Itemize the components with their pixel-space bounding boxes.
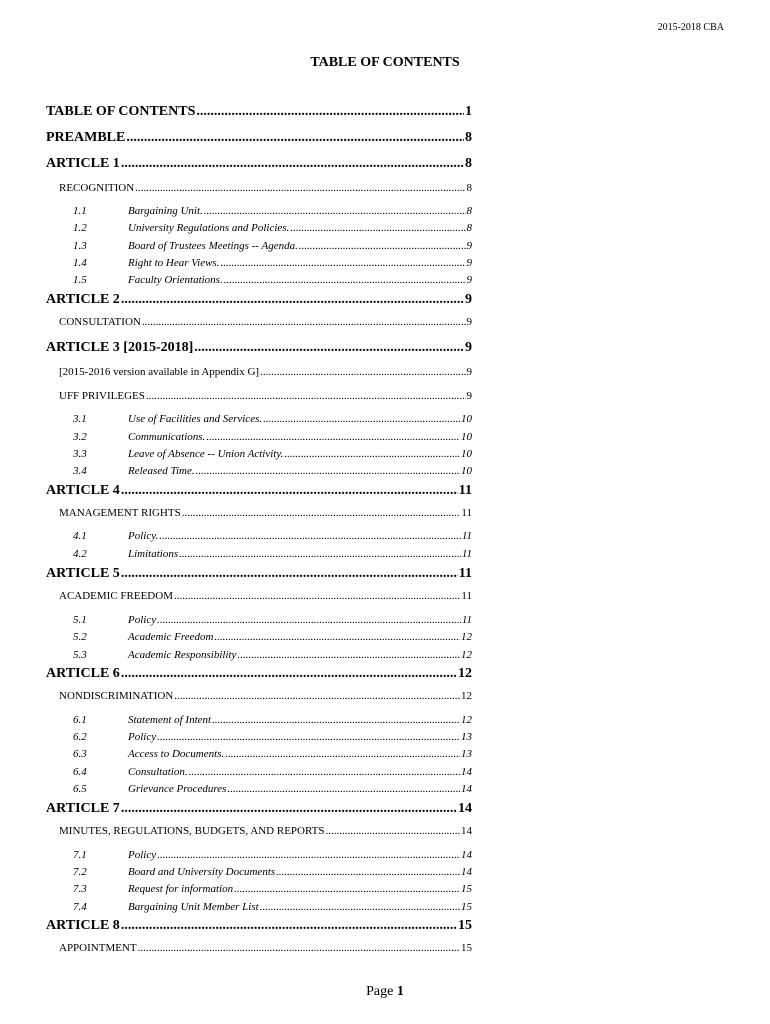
toc-dot-leader: [260, 366, 465, 378]
toc-subsection-entry[interactable]: [73, 413, 472, 425]
toc-entry-label: MINUTES, REGULATIONS, BUDGETS, AND REPORTS: [59, 825, 325, 837]
toc-entry-page: 15: [461, 901, 472, 913]
toc-article-entry[interactable]: [46, 104, 472, 120]
toc-entry-label: 1.1 Bargaining Unit.: [73, 205, 203, 217]
toc-entry-label: PREAMBLE: [46, 130, 126, 145]
toc-entry-page: 11: [461, 507, 472, 519]
toc-entry-number: 1.2: [73, 222, 87, 234]
toc-entry-number: 6.2: [73, 731, 87, 743]
toc-dot-leader: [299, 240, 466, 252]
toc-entry-label: 6.3 Access to Documents.: [73, 748, 225, 760]
toc-subsection-entry[interactable]: [73, 548, 472, 560]
toc-entry-page: 10: [461, 431, 472, 443]
toc-entry-label: 7.3 Request for information: [73, 883, 234, 895]
toc-entry-page: 12: [461, 714, 472, 726]
toc-subsection-entry[interactable]: [73, 866, 472, 878]
toc-dot-leader: [196, 465, 460, 477]
toc-entry-label: ARTICLE 3 [2015-2018]: [46, 340, 194, 355]
toc-entry-label: MANAGEMENT RIGHTS: [59, 507, 181, 519]
toc-section-entry[interactable]: [59, 390, 472, 402]
toc-subsection-entry[interactable]: [73, 274, 472, 286]
toc-entry-label: 1.5 Faculty Orientations.: [73, 274, 223, 286]
toc-entry-label: TABLE OF CONTENTS: [46, 104, 196, 119]
toc-entry-page: 9: [465, 292, 472, 307]
toc-dot-leader: [290, 222, 465, 234]
toc-entry-label: ARTICLE 8: [46, 918, 120, 933]
toc-entry-page: 10: [461, 465, 472, 477]
toc-dot-leader: [121, 666, 457, 682]
toc-entry-label: 7.2 Board and University Documents: [73, 866, 276, 878]
toc-entry-page: 9: [466, 390, 472, 402]
toc-dot-leader: [189, 766, 460, 778]
toc-entry-page: 9: [466, 366, 472, 378]
toc-entry-label: ARTICLE 2: [46, 292, 120, 307]
toc-subsection-entry[interactable]: [73, 849, 472, 861]
toc-dot-leader: [284, 448, 460, 460]
toc-entry-page: 12: [461, 690, 472, 702]
toc-section-entry[interactable]: [59, 590, 472, 602]
toc-subsection-entry[interactable]: [73, 205, 472, 217]
toc-entry-label: CONSULTATION: [59, 316, 141, 328]
toc-dot-leader: [234, 883, 460, 895]
toc-entry-number: 6.4: [73, 766, 87, 778]
toc-entry-label: 5.2 Academic Freedom: [73, 631, 214, 643]
toc-subsection-entry[interactable]: [73, 766, 472, 778]
toc-subsection-entry[interactable]: [73, 901, 472, 913]
toc-dot-leader: [263, 413, 460, 425]
toc-entry-page: 14: [461, 766, 472, 778]
page-number: 1: [396, 984, 404, 999]
toc-article-entry[interactable]: [46, 566, 472, 582]
toc-dot-leader: [121, 292, 464, 308]
toc-entry-label: ARTICLE 5: [46, 566, 120, 581]
toc-subsection-entry[interactable]: [73, 748, 472, 760]
toc-entry-page: 13: [461, 748, 472, 760]
toc-entry-label: 1.2 University Regulations and Policies.: [73, 222, 290, 234]
toc-entry-page: 12: [458, 666, 472, 681]
toc-section-entry[interactable]: [59, 366, 472, 378]
toc-dot-leader: [142, 316, 466, 328]
toc-entry-number: 3.2: [73, 431, 87, 443]
toc-entry-page: 9: [465, 340, 472, 355]
toc-dot-leader: [182, 507, 461, 519]
toc-entry-number: 3.3: [73, 448, 87, 460]
toc-subsection-entry[interactable]: [73, 614, 472, 626]
toc-dot-leader: [214, 631, 460, 643]
toc-entry-label: 4.2 Limitations: [73, 548, 179, 560]
toc-entry-label: [2015-2016 version available in Appendix G]: [59, 366, 260, 378]
toc-dot-leader: [194, 340, 464, 356]
document-header: 2015-2018 CBA: [657, 22, 724, 33]
toc-entry-page: 11: [461, 530, 472, 542]
toc-article-entry[interactable]: [46, 801, 472, 817]
toc-entry-number: 3.1: [73, 413, 87, 425]
toc-entry-number: 1.4: [73, 257, 87, 269]
toc-entry-number: 4.1: [73, 530, 87, 542]
toc-entry-number: 4.2: [73, 548, 87, 560]
toc-entry-label: 6.5 Grievance Procedures: [73, 783, 227, 795]
toc-entry-number: 5.3: [73, 649, 87, 661]
toc-entry-number: 7.4: [73, 901, 87, 913]
toc-dot-leader: [157, 614, 461, 626]
toc-entry-label: ACADEMIC FREEDOM: [59, 590, 173, 602]
toc-article-entry[interactable]: [46, 918, 472, 934]
toc-article-entry[interactable]: [46, 130, 472, 146]
toc-dot-leader: [159, 530, 461, 542]
toc-subsection-entry[interactable]: [73, 631, 472, 643]
toc-entry-page: 15: [458, 918, 472, 933]
toc-article-entry[interactable]: [46, 340, 472, 356]
toc-entry-page: 1: [465, 104, 472, 119]
toc-entry-label: 6.2 Policy: [73, 731, 157, 743]
toc-entry-label: ARTICLE 6: [46, 666, 120, 681]
toc-entry-page: 8: [466, 182, 472, 194]
toc-entry-page: 11: [461, 548, 472, 560]
toc-dot-leader: [206, 431, 460, 443]
toc-entry-page: 8: [466, 222, 472, 234]
toc-section-entry[interactable]: [59, 690, 472, 702]
toc-dot-leader: [138, 942, 460, 954]
toc-entry-page: 12: [461, 631, 472, 643]
toc-dot-leader: [227, 783, 460, 795]
toc-entry-page: 11: [461, 590, 472, 602]
toc-entry-label: ARTICLE 1: [46, 156, 120, 171]
toc-subsection-entry[interactable]: [73, 731, 472, 743]
toc-entry-page: 14: [458, 801, 472, 816]
page-label: Page: [366, 984, 394, 999]
toc-entry-label: UFF PRIVILEGES: [59, 390, 145, 402]
toc-entry-number: 7.3: [73, 883, 87, 895]
toc-subsection-entry[interactable]: [73, 431, 472, 443]
toc-entry-page: 15: [461, 883, 472, 895]
toc-dot-leader: [121, 801, 457, 817]
toc-dot-leader: [146, 390, 466, 402]
toc-entry-page: 8: [465, 130, 472, 145]
toc-dot-leader: [326, 825, 461, 837]
toc-entry-page: 10: [461, 448, 472, 460]
toc-dot-leader: [157, 849, 460, 861]
toc-entry-page: 9: [466, 316, 472, 328]
toc-subsection-entry[interactable]: [73, 530, 472, 542]
toc-dot-leader: [174, 690, 460, 702]
toc-entry-page: 14: [461, 849, 472, 861]
toc-dot-leader: [260, 901, 460, 913]
toc-entry-label: RECOGNITION: [59, 182, 135, 194]
toc-entry-label: 3.1 Use of Facilities and Services.: [73, 413, 263, 425]
toc-dot-leader: [179, 548, 461, 560]
toc-entry-label: 3.3 Leave of Absence -- Union Activity.: [73, 448, 284, 460]
toc-dot-leader: [196, 104, 464, 120]
toc-dot-leader: [276, 866, 460, 878]
toc-entry-page: 13: [461, 731, 472, 743]
toc-section-entry[interactable]: [59, 507, 472, 519]
toc-entry-number: 1.5: [73, 274, 87, 286]
toc-dot-leader: [135, 182, 465, 194]
toc-entry-number: 6.3: [73, 748, 87, 760]
toc-entry-page: 11: [461, 614, 472, 626]
toc-subsection-entry[interactable]: [73, 448, 472, 460]
toc-entry-label: ARTICLE 4: [46, 483, 120, 498]
toc-entry-number: 3.4: [73, 465, 87, 477]
toc-entry-page: 10: [461, 413, 472, 425]
toc-entry-label: 7.1 Policy: [73, 849, 157, 861]
toc-dot-leader: [126, 130, 464, 146]
toc-entry-page: 11: [458, 483, 472, 498]
toc-entry-label: 6.1 Statement of Intent: [73, 714, 212, 726]
toc-subsection-entry[interactable]: [73, 257, 472, 269]
toc-dot-leader: [212, 714, 460, 726]
toc-entry-number: 1.3: [73, 240, 87, 252]
toc-entry-number: 6.1: [73, 714, 87, 726]
toc-dot-leader: [157, 731, 460, 743]
toc-entry-number: 7.1: [73, 849, 87, 861]
toc-entry-number: 7.2: [73, 866, 87, 878]
toc-dot-leader: [225, 748, 460, 760]
toc-dot-leader: [121, 566, 458, 582]
toc-section-entry[interactable]: [59, 316, 472, 328]
toc-subsection-entry[interactable]: [73, 465, 472, 477]
toc-section-entry[interactable]: [59, 942, 472, 954]
toc-entry-label: ARTICLE 7: [46, 801, 120, 816]
toc-entry-label: 1.4 Right to Hear Views.: [73, 257, 220, 269]
toc-dot-leader: [121, 483, 458, 499]
toc-dot-leader: [220, 257, 465, 269]
toc-entry-page: 11: [458, 566, 472, 581]
toc-entry-number: 6.5: [73, 783, 87, 795]
toc-dot-leader: [121, 918, 457, 934]
toc-article-entry[interactable]: [46, 292, 472, 308]
toc-subsection-entry[interactable]: [73, 240, 472, 252]
toc-entry-page: 8: [466, 205, 472, 217]
toc-dot-leader: [237, 649, 460, 661]
toc-entry-page: 12: [461, 649, 472, 661]
toc-entry-number: 5.1: [73, 614, 87, 626]
toc-entry-page: 14: [461, 866, 472, 878]
toc-section-entry[interactable]: [59, 182, 472, 194]
toc-entry-label: 4.1 Policy.: [73, 530, 159, 542]
toc-entry-number: 1.1: [73, 205, 87, 217]
toc-entry-label: 1.3 Board of Trustees Meetings -- Agenda.: [73, 240, 298, 252]
page-title: TABLE OF CONTENTS: [310, 55, 460, 70]
toc-entry-label: 5.1 Policy: [73, 614, 157, 626]
page-footer: [0, 984, 770, 1000]
toc-article-entry[interactable]: [46, 156, 472, 172]
toc-section-entry[interactable]: [59, 825, 472, 837]
toc-entry-page: 14: [461, 783, 472, 795]
toc-subsection-entry[interactable]: [73, 783, 472, 795]
toc-entry-page: 9: [466, 240, 472, 252]
toc-entry-label: 5.3 Academic Responsibility: [73, 649, 237, 661]
toc-dot-leader: [174, 590, 460, 602]
toc-entry-page: 15: [461, 942, 472, 954]
toc-entry-label: 3.2 Communications.: [73, 431, 206, 443]
toc-subsection-entry[interactable]: [73, 714, 472, 726]
toc-article-entry[interactable]: [46, 483, 472, 499]
toc-subsection-entry[interactable]: [73, 649, 472, 661]
toc-entry-label: 7.4 Bargaining Unit Member List: [73, 901, 259, 913]
toc-article-entry[interactable]: [46, 666, 472, 682]
toc-dot-leader: [224, 274, 466, 286]
toc-entry-page: 9: [466, 274, 472, 286]
toc-subsection-entry[interactable]: [73, 883, 472, 895]
toc-entry-page: 14: [461, 825, 472, 837]
toc-entry-page: 9: [466, 257, 472, 269]
toc-entry-number: 5.2: [73, 631, 87, 643]
toc-subsection-entry[interactable]: [73, 222, 472, 234]
toc-entry-page: 8: [465, 156, 472, 171]
toc-dot-leader: [204, 205, 466, 217]
toc-entry-label: 6.4 Consultation.: [73, 766, 188, 778]
toc-entry-label: 3.4 Released Time.: [73, 465, 195, 477]
toc-entry-label: NONDISCRIMINATION: [59, 690, 174, 702]
toc-entry-label: APPOINTMENT: [59, 942, 137, 954]
toc-dot-leader: [121, 156, 464, 172]
